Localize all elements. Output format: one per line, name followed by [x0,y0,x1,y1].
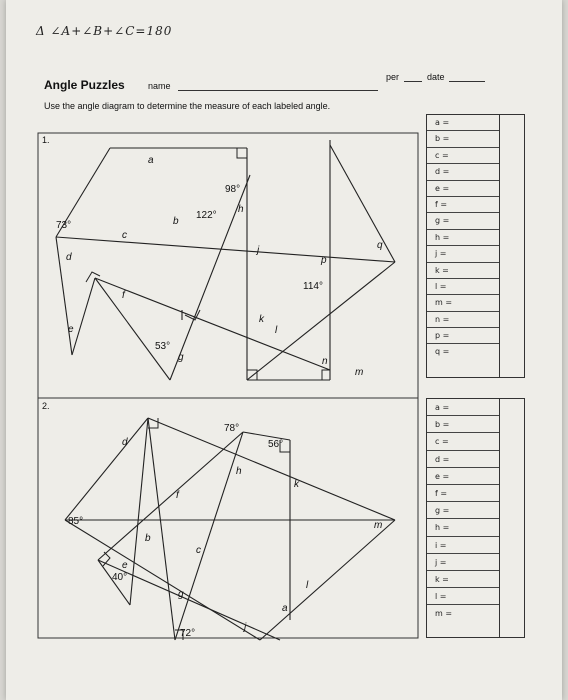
svg-text:b: b [145,533,151,544]
svg-text:k: k [294,479,299,490]
handwritten-note: Δ ∠A+∠B+∠C=180 [36,24,173,38]
answer-row[interactable]: b = [427,416,499,433]
svg-text:l: l [275,325,278,336]
svg-text:q: q [377,240,383,251]
problem2-number: 2. [42,401,50,411]
problem1-given-angles [56,184,323,352]
answer-row[interactable]: e = [427,181,499,197]
answer-row[interactable]: f = [427,485,499,502]
svg-text:j: j [244,622,247,633]
svg-text:l: l [306,580,309,591]
answer-row[interactable]: p = [427,328,499,344]
svg-text:d: d [66,252,72,263]
worksheet-title: Angle Puzzles [44,78,125,92]
svg-text:d: d [122,437,128,448]
answer-row[interactable]: b = [427,131,499,147]
svg-text:f: f [176,490,179,501]
problem2-given-angles [68,423,283,639]
answer-row[interactable]: a = [427,115,499,131]
answer-row[interactable]: l = [427,588,499,605]
given-angle-53: 53° [155,341,171,352]
svg-text:e: e [68,324,74,335]
svg-text:a: a [148,155,154,166]
answer-row[interactable]: k = [427,263,499,279]
problem2-answer-column [426,398,500,638]
answer-row[interactable]: g = [427,502,499,519]
svg-text:e: e [122,560,128,571]
given-angle-73: 73° [56,220,72,231]
given-angle-85: 85° [68,516,84,527]
given-angle-78: 78° [224,423,240,434]
problem1-lines [56,140,395,380]
svg-text:g: g [178,589,184,600]
answer-row[interactable]: q = [435,347,450,357]
svg-text:g: g [178,352,184,363]
answer-row[interactable]: a = [427,399,499,416]
problem2-frame [38,398,418,638]
answer-row[interactable]: f = [427,197,499,213]
answer-row[interactable]: m = [427,295,499,311]
problem2-angle-labels [122,437,382,633]
svg-text:c: c [196,545,201,556]
answer-row[interactable]: d = [427,164,499,180]
answer-row[interactable]: l = [427,279,499,295]
worksheet-page [6,0,562,700]
given-angle-114: 114° [303,281,323,292]
period-label: per [386,72,400,82]
given-angle-98: 98° [225,184,241,195]
problem1-answer-strip [498,114,525,378]
svg-text:a: a [282,603,288,614]
given-angle-72: 72° [180,628,196,639]
instructions: Use the angle diagram to determine the measure of each labeled angle. [44,101,331,111]
svg-text:m: m [374,520,383,531]
svg-text:h: h [236,466,242,477]
answer-row[interactable]: c = [427,148,499,164]
answer-row[interactable]: g = [427,213,499,229]
svg-text:f: f [122,290,125,301]
problem1-right-angle-marks [86,148,330,380]
svg-text:p: p [321,255,327,266]
svg-text:k: k [259,314,264,325]
answer-row[interactable]: k = [427,571,499,588]
answer-row[interactable]: d = [427,451,499,468]
answer-row[interactable]: e = [427,468,499,485]
answer-row[interactable]: m = [435,609,453,619]
svg-text:n: n [322,356,328,367]
given-angle-122: 122° [196,210,217,221]
problem1-answer-column [426,114,500,378]
svg-text:m: m [355,367,364,378]
date-label: date [427,72,445,82]
answer-row[interactable]: h = [427,519,499,536]
given-angle-56: 56° [268,439,284,450]
answer-row[interactable]: j = [427,246,499,262]
problem2-lines [65,418,395,640]
problem2-right-angle-marks [103,418,290,640]
problem2-answer-strip [498,398,525,638]
svg-text:c: c [122,230,127,241]
answer-row[interactable]: n = [427,312,499,328]
name-label: name [148,81,171,91]
answer-row[interactable]: h = [427,230,499,246]
svg-text:b: b [173,216,179,227]
answer-row[interactable]: i = [427,537,499,554]
svg-text:h: h [238,204,244,215]
problem1-number: 1. [42,135,50,145]
answer-row[interactable]: j = [427,554,499,571]
svg-text:j: j [257,245,260,256]
answer-row[interactable]: c = [427,433,499,450]
given-angle-40: 40° [112,572,128,583]
